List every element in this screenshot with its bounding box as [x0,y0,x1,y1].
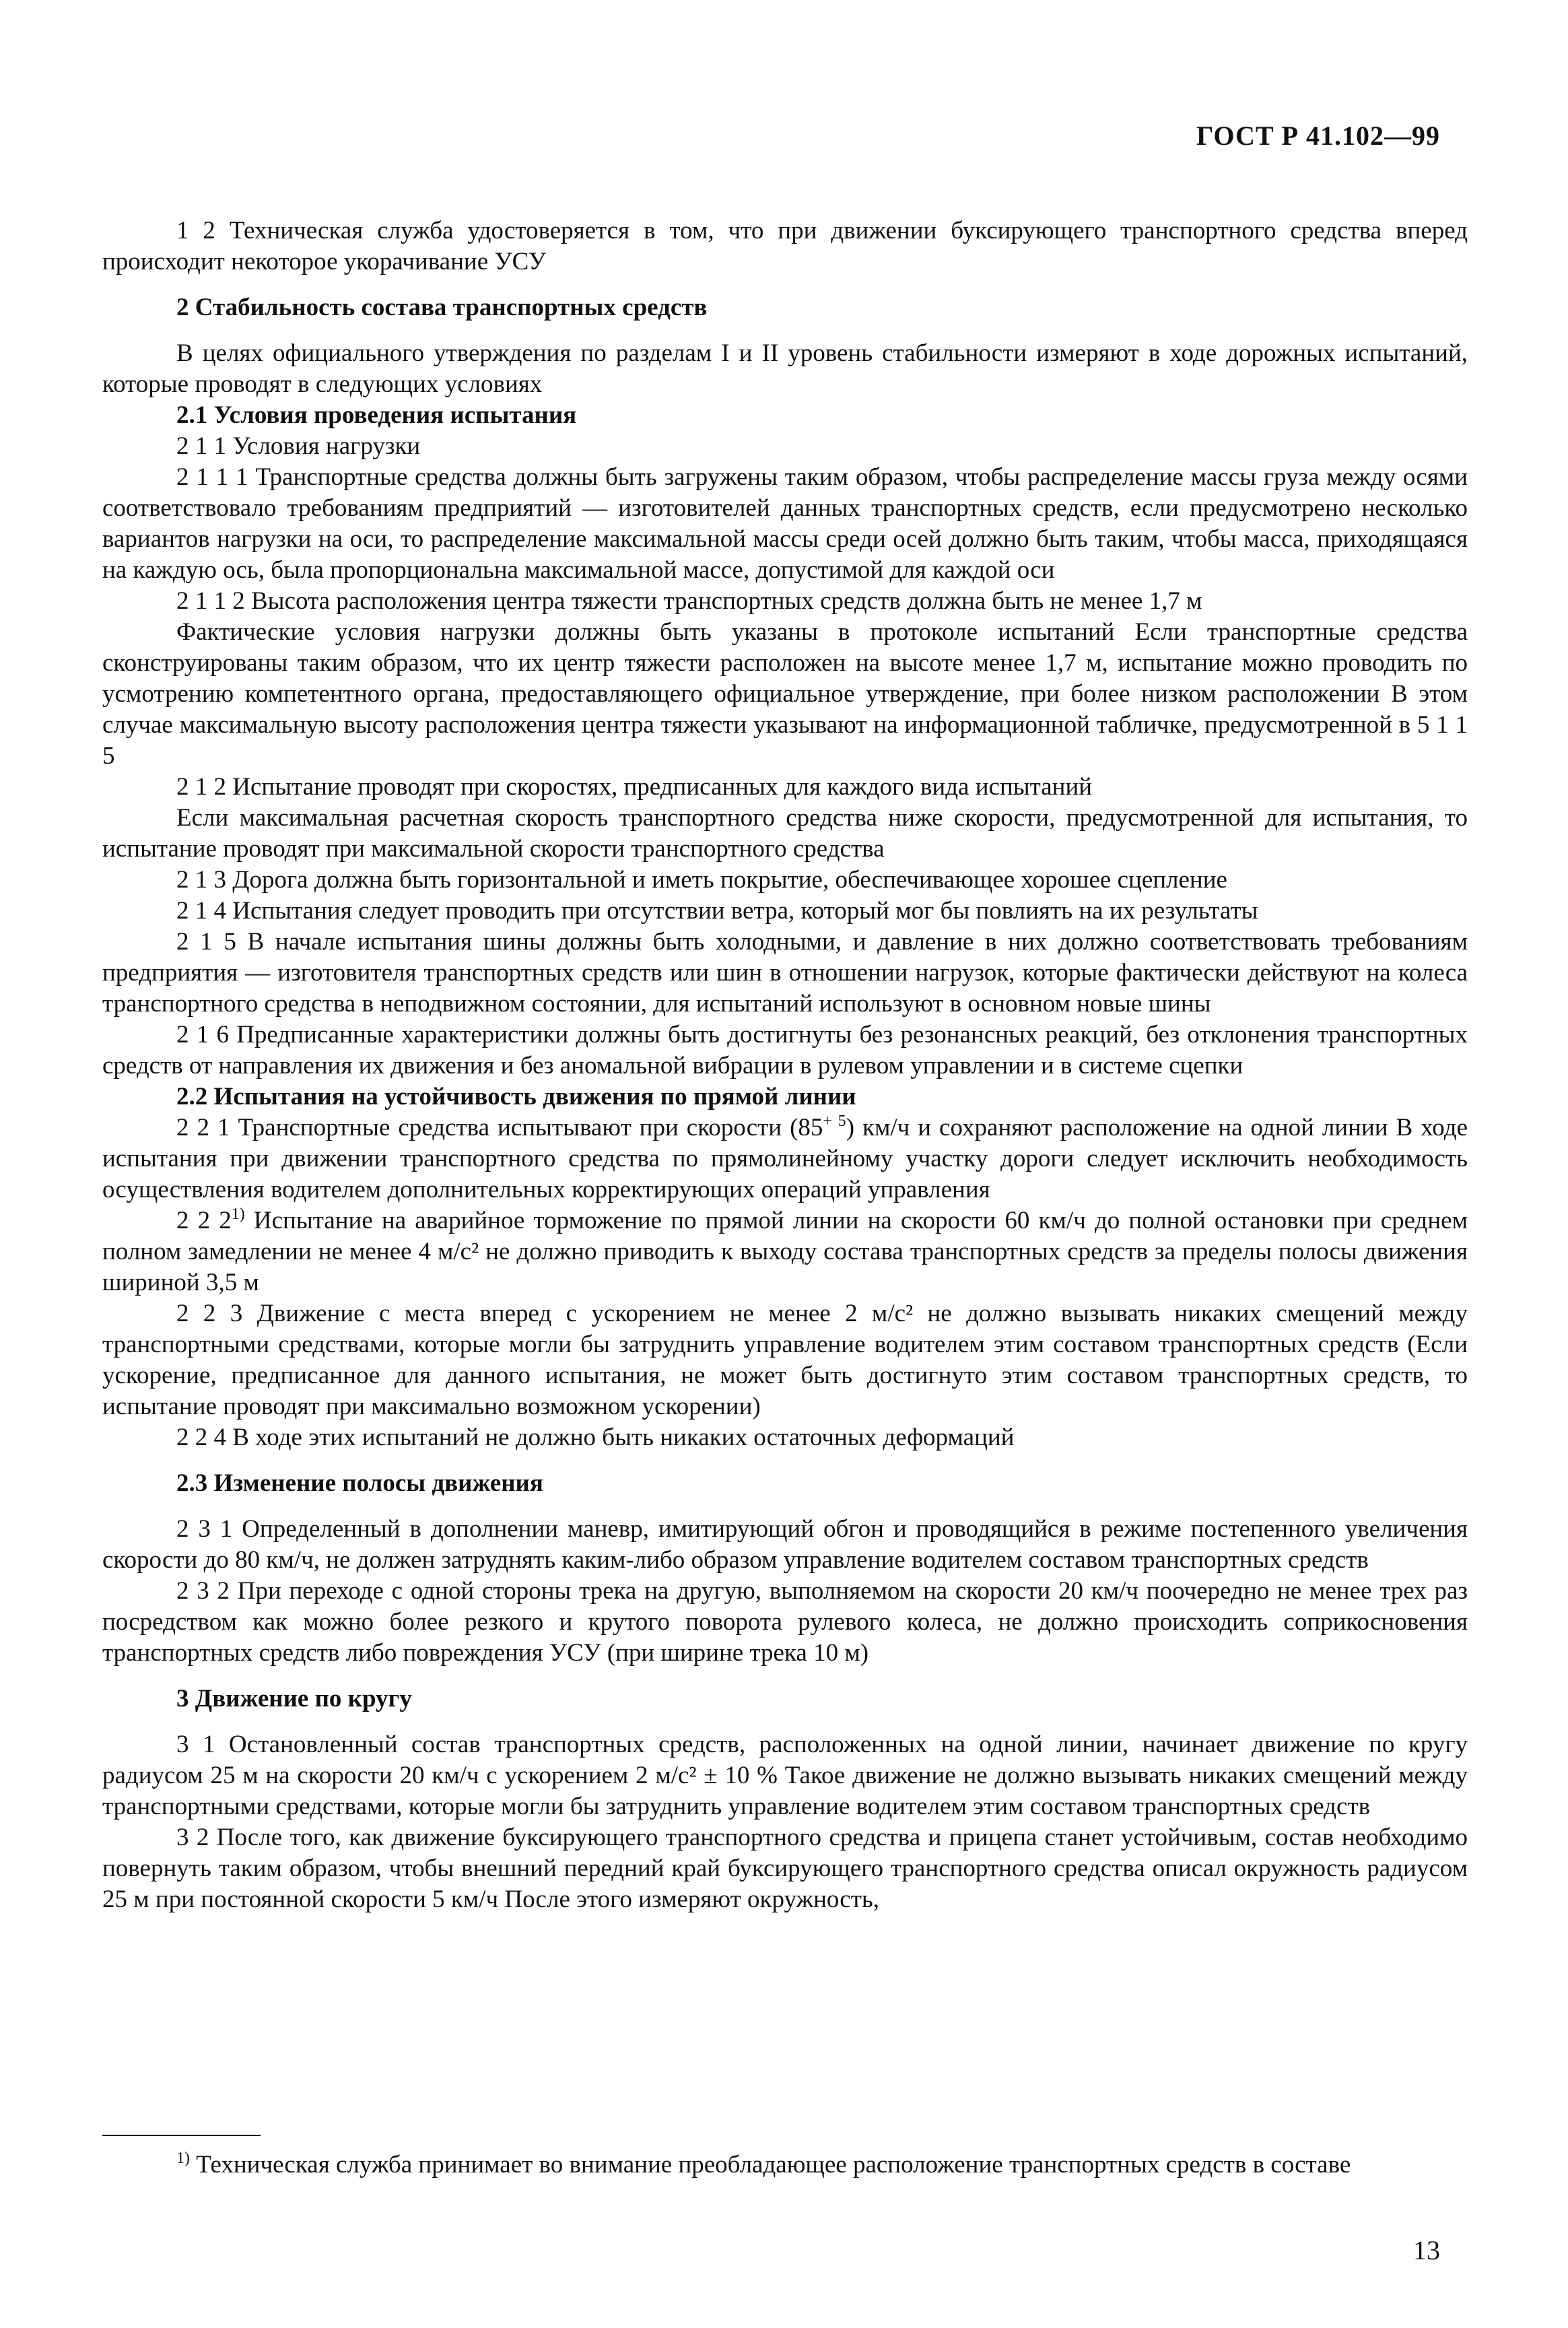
paragraph-2-1-1-2: 2 1 1 2 Высота расположения центра тяжести транспортных средств должна быть не менее 1,7 м [176,587,1202,615]
speed-tolerance-superscript: + 5 [823,1112,846,1130]
paragraph-2-3-1: 2 3 1 Определенный в дополнении маневр, имитирующий обгон и проводящийся в режиме постепенного увеличения скорости до 80 км/ч, не должен затруднять каким-либо образом управление водителем составом транспортных средств [102,1515,1468,1574]
paragraph-max-speed: Если максимальная расчетная скорость транспортного средства ниже скорости, предусмотренной для испытания, то испытание проводят при максимальной скорости транспортного средства [102,804,1468,863]
paragraph-2-1-4: 2 1 4 Испытания следует проводить при отсутствии ветра, который мог бы повлиять на их результаты [176,897,1258,925]
section-2-3-heading: 2.3 Изменение полосы движения [176,1469,543,1497]
paragraph-3-1: 3 1 Остановленный состав транспортных средств, расположенных на одной линии, начинает движение по кругу радиусом 25 м на скорости 20 км/ч с ускорением 2 м/с² ± 10 % Такое движение не должно вызывать никаких смещений между транспортными средствами, которые могли бы затруднить управление водителем этим составом транспортных средств [102,1731,1468,1820]
section-2-1-heading: 2.1 Условия проведения испытания [176,401,577,429]
paragraph-2-2-3: 2 2 3 Движение с места вперед с ускорением не менее 2 м/с² не должно вызывать никаких смещений между транспортными средствами, которые могли бы затруднить управление водителем этим составом транспортных средств (Если ускорение, предписанное для данного испытания, не может быть достигнуто этим составом транспортных средств, то испытание проводят при максимально возможном ускорении) [102,1300,1468,1420]
paragraph-1-2: 1 2 Техническая служба удостоверяется в том, что при движении буксирующего транспортного средства вперед происходит некоторое укорачивание УСУ [102,217,1468,275]
paragraph-2-2-2-number: 2 2 2 [176,1207,232,1234]
paragraph-2-intro: В целях официального утверждения по разделам I и II уровень стабильности измеряют в ходе дорожных испытаний, которые проводят в следующих условиях [102,339,1468,398]
paragraph-load-conditions: Фактические условия нагрузки должны быть указаны в протоколе испытаний Если транспортные средства сконструированы таким образом, что их центр тяжести расположен на высоте менее 1,7 м, испытание можно проводить по усмотрению компетентного органа, предоставляющего официальное утверждение, при более низком расположении В этом случае максимальную высоту расположения центра тяжести указывают на информационной табличке, предусмотренной в 5 1 1 5 [102,618,1468,770]
paragraph-2-2-1 [102,1112,1468,1205]
section-2-heading: 2 Стабильность состава транспортных средств [176,294,708,321]
section-2-2-heading: 2.2 Испытания на устойчивость движения по прямой линии [176,1083,856,1110]
footnote [102,2150,1468,2181]
paragraph-2-3-2: 2 3 2 При переходе с одной стороны трека на другую, выполняемом на скорости 20 км/ч поочередно не менее трех раз посредством как можно более резкого и крутого поворота рулевого колеса, не должно происходить соприкосновения транспортных средств либо повреждения УСУ (при ширине трека 10 м) [102,1577,1468,1667]
footnote-reference: 1) [231,1205,245,1223]
footnote-text: Техническая служба принимает во внимание преобладающее расположение транспортных средств в составе [190,2151,1351,2179]
page-number: 13 [1413,2235,1440,2265]
paragraph-2-1-6: 2 1 6 Предписанные характеристики должны быть достигнуты без резонансных реакций, без отклонения транспортных средств от направления их движения и без аномальной вибрации в рулевом управлении и в системе сцепки [102,1021,1468,1079]
paragraph-2-2-1-end: ) км/ч и сохраняют расположение на одной линии В ходе испытания при движении транспортного средства по прямолинейному участку дороги следует исключить необходимость осуществления водителем дополнительных корректирующих операций управления [102,1114,1468,1203]
paragraph-2-1-5: 2 1 5 В начале испытания шины должны быть холодными, и давление в них должно соответствовать требованиям предприятия — изготовителя транспортных средств или шин в отношении нагрузок, которые фактически действуют на колеса транспортного средства в неподвижном состоянии, для испытаний используют в основном новые шины [102,928,1468,1018]
paragraph-2-2-1-start: 2 2 1 Транспортные средства испытывают при скорости (85 [176,1114,823,1141]
paragraph-2-1-1-1: 2 1 1 1 Транспортные средства должны быть загружены таким образом, чтобы распределение массы груза между осями соответствовало требованиям предприятий — изготовителей данных транспортных средств, если предусмотрено несколько вариантов нагрузки на оси, то распределение максимальной массы среди осей должно быть таким, чтобы масса, приходящаяся на каждую ось, была пропорциональна максимальной массе, допустимой для каждой оси [102,463,1468,584]
section-3-heading: 3 Движение по кругу [176,1685,412,1712]
page-body [102,215,1468,1915]
paragraph-3-2: 3 2 После того, как движение буксирующего транспортного средства и прицепа станет устойчивым, состав необходимо повернуть таким образом, чтобы внешний передний край буксирующего транспортного средства описал окружность радиусом 25 м при постоянной скорости 5 км/ч После этого измеряют окружность, [102,1824,1468,1913]
footnote-marker: 1) [176,2150,190,2167]
paragraph-2-1-3: 2 1 3 Дорога должна быть горизонтальной и иметь покрытие, обеспечивающее хорошее сцепление [176,866,1227,894]
paragraph-2-2-2 [102,1205,1468,1298]
paragraph-2-2-2-text: Испытание на аварийное торможение по прямой линии на скорости 60 км/ч до полной остановки при среднем полном замедлении не менее 4 м/с² не должно приводить к выходу состава транспортных средств за пределы полосы движения шириной 3,5 м [102,1207,1468,1296]
paragraph-2-1-2: 2 1 2 Испытание проводят при скоростях, предписанных для каждого вида испытаний [176,773,1093,801]
footnote-separator [102,2135,261,2136]
paragraph-2-1-1: 2 1 1 Условия нагрузки [176,432,421,460]
paragraph-2-2-4: 2 2 4 В ходе этих испытаний не должно быть никаких остаточных деформаций [176,1424,1015,1451]
document-id: ГОСТ Р 41.102—99 [1196,121,1440,151]
